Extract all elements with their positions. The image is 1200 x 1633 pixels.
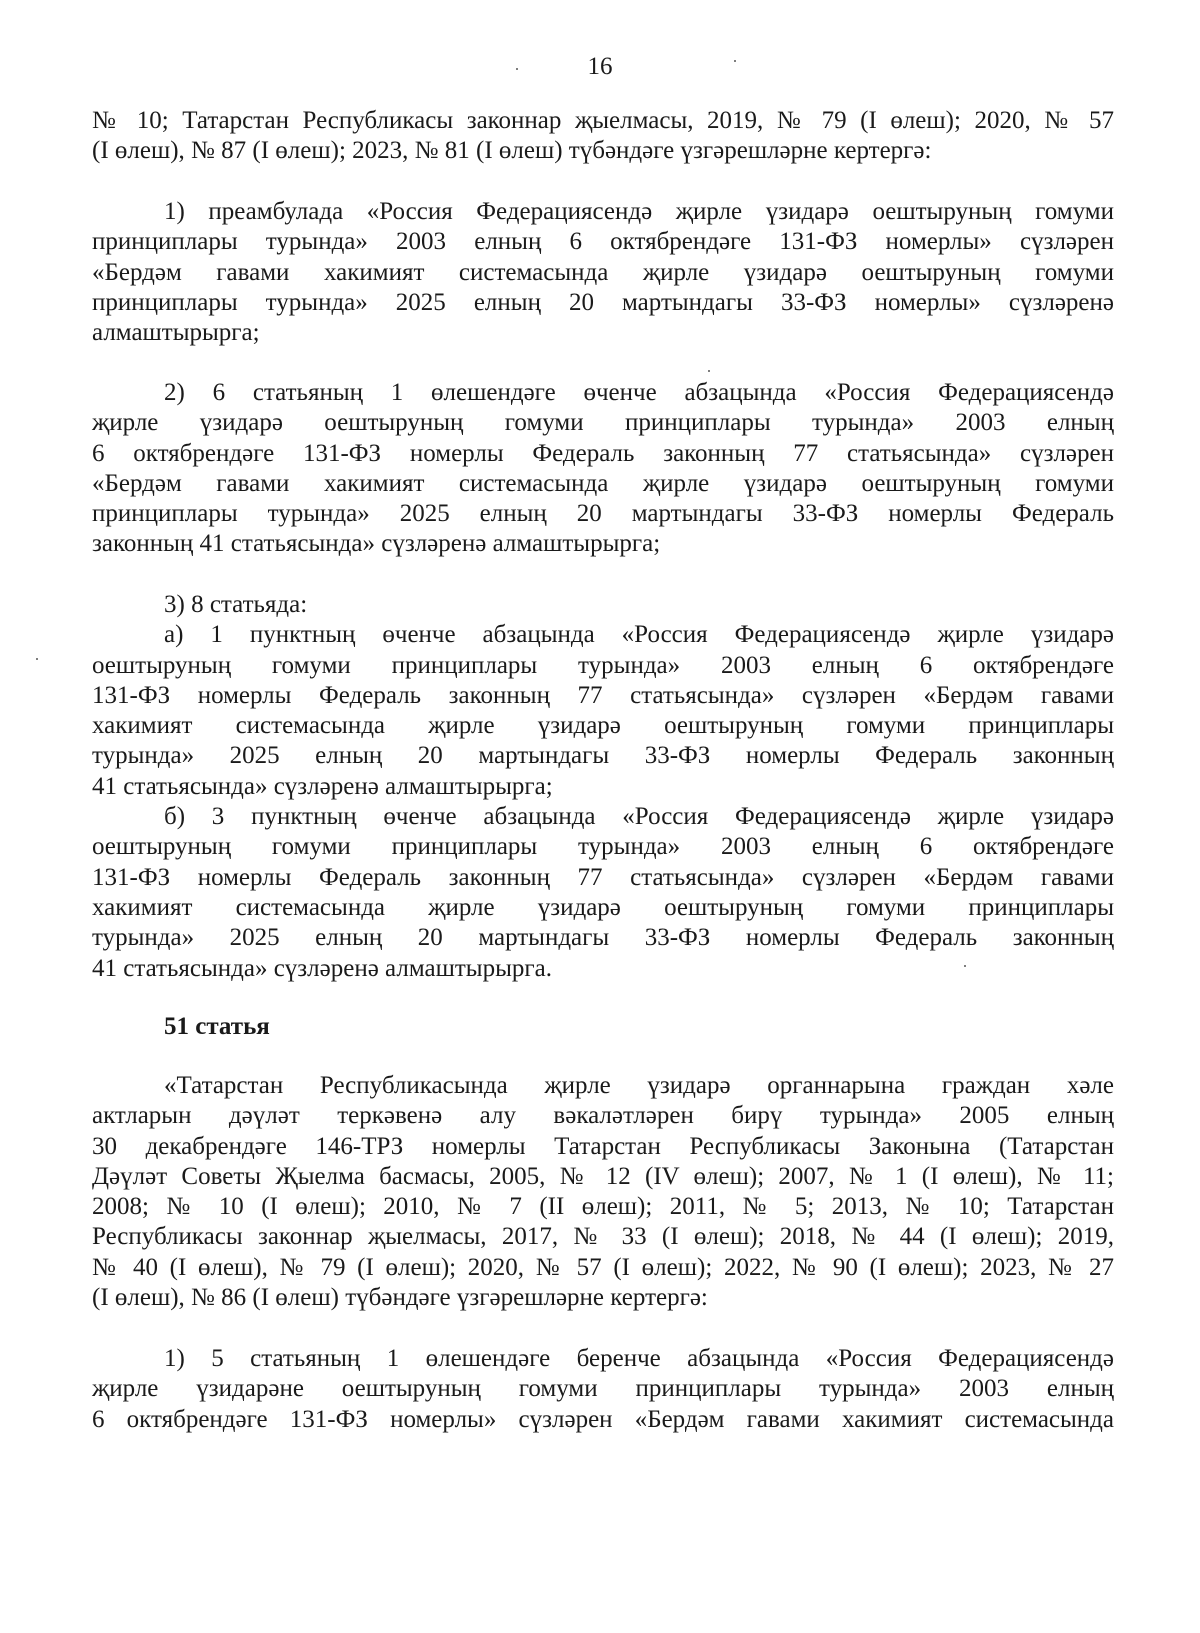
text-line: б) 3 пунктның өченче абзацында «Россия Федерациясендә җирле үзидарә (164, 803, 1114, 831)
scan-speck (36, 658, 38, 660)
scan-speck (734, 60, 736, 62)
text-line: принциплары турында» 2003 елның 6 октябрендәге 131-ФЗ номерлы» сүзләрен (92, 228, 1114, 256)
text-line: оештыруның гомуми принциплары турында» 2003 елның 6 октябрендәге (92, 833, 1114, 861)
text-line: а) 1 пунктның өченче абзацында «Россия Федерациясендә җирле үзидарә (164, 621, 1114, 649)
text-line: хакимият системасында җирле үзидарә оештыруның гомуми принциплары (92, 893, 1114, 921)
text-line: 131-ФЗ номерлы Федераль законның 77 статьясында» сүзләрен «Бердәм гавами (92, 863, 1114, 891)
text-line: (I өлеш), № 86 (I өлеш) түбәндәге үзгәрешләрне кертергә: (92, 1284, 708, 1312)
scan-speck (708, 370, 710, 372)
text-line: принциплары турында» 2025 елның 20 мартындагы 33-ФЗ номерлы» сүзләренә (92, 288, 1114, 316)
text-line: 41 статьясында» сүзләренә алмаштырырга. (92, 954, 552, 982)
text-line: турында» 2025 елның 20 мартындагы 33-ФЗ номерлы Федераль законның (92, 742, 1114, 770)
text-line: № 40 (I өлеш), № 79 (I өлеш); 2020, № 57 (I өлеш); 2022, № 90 (I өлеш); 2023, № 27 (92, 1253, 1114, 1281)
text-line: Республикасы законнар җыелмасы, 2017, № 33 (I өлеш); 2018, № 44 (I өлеш); 2019, (92, 1223, 1114, 1251)
text-line: 6 октябрендәге 131-ФЗ номерлы» сүзләрен «Бердәм гавами хакимият системасында (92, 1405, 1114, 1433)
text-line: 6 октябрендәге 131-ФЗ номерлы Федераль законның 77 статьясында» сүзләрен (92, 439, 1114, 467)
text-line: оештыруның гомуми принциплары турында» 2003 елның 6 октябрендәге (92, 651, 1114, 679)
scan-speck (516, 68, 518, 70)
text-line: законның 41 статьясында» сүзләренә алмаштырырга; (92, 530, 661, 558)
paragraph-continuation (92, 106, 1114, 167)
text-line: 3) 8 статьяда: (164, 591, 308, 618)
text-line: 2) 6 статьяның 1 өлешендәге өченче абзацында «Россия Федерациясендә (164, 379, 1114, 406)
paragraph-item-3 (92, 590, 1114, 984)
text-line: 1) преамбулада «Россия Федерациясендә җирле үзидарә оештыруның гомуми (164, 198, 1114, 225)
text-line: (I өлеш), № 87 (I өлеш); 2023, № 81 (I өлеш) түбәндәге үзгәрешләрне кертергә: (92, 137, 932, 165)
text-line: алмаштырырга; (92, 319, 260, 347)
text-line: 2008; № 10 (I өлеш); 2010, № 7 (II өлеш); 2011, № 5; 2013, № 10; Татарстан (92, 1193, 1114, 1221)
text-line: җирле үзидарә оештыруның гомуми принциплары турында» 2003 елның (92, 409, 1114, 437)
paragraph-article-intro (92, 1071, 1114, 1313)
paragraph-item-2 (92, 378, 1114, 560)
text-line: актларын дәүләт теркәвенә алу вәкаләтләрен бирү турында» 2005 елның (92, 1102, 1114, 1130)
text-line: 1) 5 статьяның 1 өлешендәге беренче абзацында «Россия Федерациясендә (164, 1345, 1114, 1372)
text-line: «Бердәм гавами хакимият системасында җирле үзидарә оештыруның гомуми (92, 258, 1114, 286)
text-line: хакимият системасында җирле үзидарә оештыруның гомуми принциплары (92, 712, 1114, 740)
text-line: Дәүләт Советы Җыелма басмасы, 2005, № 12 (IV өлеш); 2007, № 1 (I өлеш), № 11; (92, 1162, 1114, 1190)
text-line: № 10; Татарстан Республикасы законнар җыелмасы, 2019, № 79 (I өлеш); 2020, № 57 (92, 107, 1114, 134)
text-line: 41 статьясында» сүзләренә алмаштырырга; (92, 772, 553, 800)
paragraph-item-1 (92, 197, 1114, 348)
text-line: «Татарстан Республикасында җирле үзидарә органнарына граждан хәле (164, 1072, 1114, 1099)
text-line: принциплары турында» 2025 елның 20 мартындагы 33-ФЗ номерлы Федераль (92, 500, 1114, 528)
text-line: турында» 2025 елның 20 мартындагы 33-ФЗ номерлы Федераль законның (92, 924, 1114, 952)
text-line: җирле үзидарәне оештыруның гомуми принциплары турында» 2003 елның (92, 1375, 1114, 1403)
text-line: 131-ФЗ номерлы Федераль законның 77 статьясында» сүзләрен «Бердәм гавами (92, 681, 1114, 709)
article-heading: 51 статья (164, 1013, 270, 1040)
scan-speck (964, 965, 966, 967)
paragraph-article-item-1 (92, 1344, 1114, 1435)
text-line: «Бердәм гавами хакимият системасында җирле үзидарә оештыруның гомуми (92, 469, 1114, 497)
page-number: 16 (587, 53, 613, 80)
text-line: 30 декабрендәге 146-ТРЗ номерлы Татарстан Республикасы Законына (Татарстан (92, 1132, 1114, 1160)
